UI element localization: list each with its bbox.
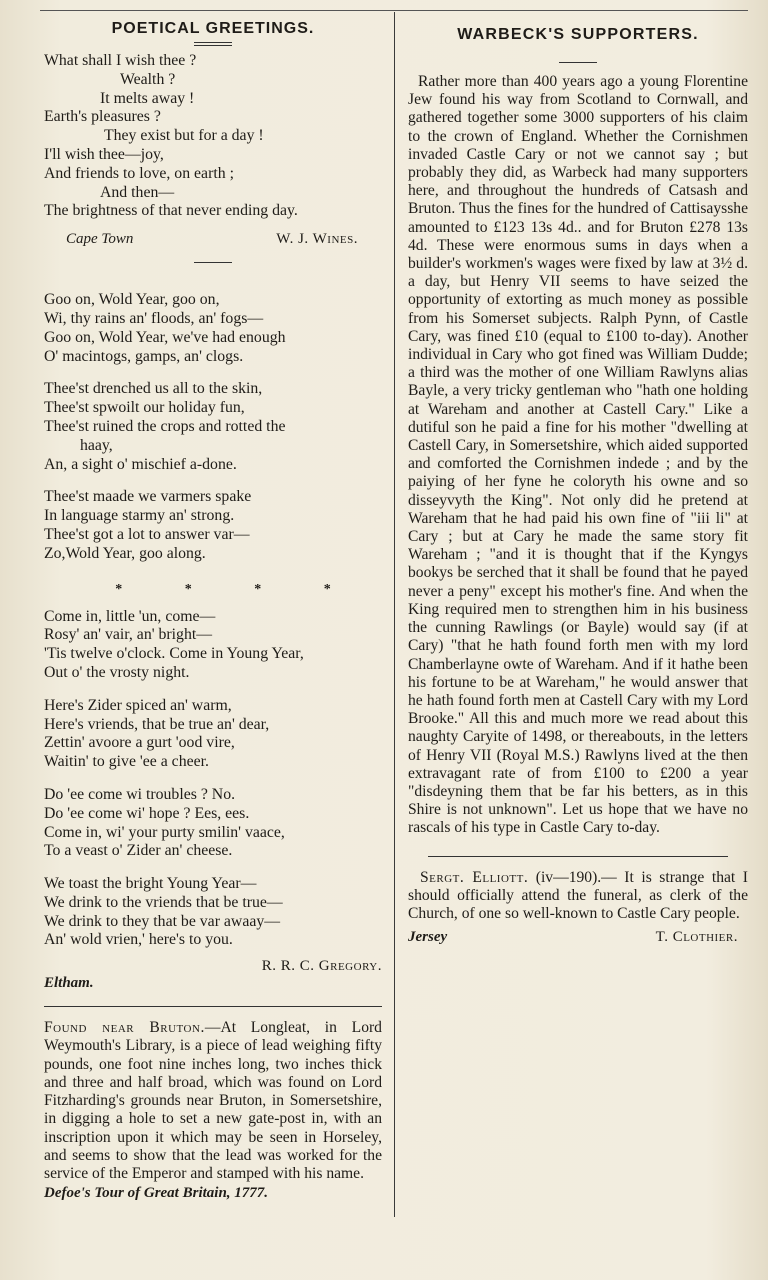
sergt-elliott-note: [408, 869, 748, 924]
verse-line: Wi, thy rains an' floods, an' fogs—: [44, 309, 264, 327]
stanza: [44, 875, 382, 950]
section-rule: [44, 1006, 382, 1007]
column-divider: [394, 12, 395, 1217]
title-rule: [559, 62, 597, 63]
verse-line: What shall I wish thee ?: [44, 52, 197, 69]
stanza: [44, 488, 382, 563]
verse-line: And friends to love, on earth ;: [44, 164, 234, 182]
signature-author: W. J. Wines.: [276, 231, 358, 248]
stanza: [44, 608, 382, 683]
verse-line: And then—: [100, 183, 175, 201]
asterisk: *: [323, 581, 331, 597]
verse-line: Thee'st ruined the crops and rotted the: [44, 417, 286, 435]
title-rule: [194, 42, 232, 46]
section-rule: [194, 262, 232, 263]
verse-line: An, a sight o' mischief a-done.: [44, 455, 237, 473]
poem-title-poetical-greetings: POETICAL GREETINGS.: [111, 20, 315, 37]
signature-place: Jersey: [408, 929, 448, 946]
verse-line: Earth's pleasures ?: [44, 108, 161, 126]
verse-line: Come in, wi' your purty smilin' vaace,: [44, 823, 285, 841]
signature-author: R. R. C. Gregory.: [261, 958, 382, 975]
verse-line: Goo on, Wold Year, goo on,: [44, 291, 220, 309]
verse-line: Do 'ee come wi' hope ? Ees, ees.: [44, 804, 250, 822]
asterism-divider: [44, 578, 382, 608]
verse-line: We drink to the vriends that be true—: [44, 893, 283, 911]
verse-line: Here's vriends, that be true an' dear,: [44, 715, 270, 733]
signature-row: [408, 929, 748, 946]
article-title-warbecks-supporters: WARBECK'S SUPPORTERS.: [457, 26, 699, 43]
asterisk: *: [254, 581, 262, 597]
stanza: [44, 380, 382, 474]
signature-place: Eltham.: [44, 975, 94, 992]
verse-line: O' macintogs, gamps, an' clogs.: [44, 347, 244, 365]
verse-line: It melts away !: [100, 89, 195, 107]
verse-line: I'll wish thee—joy,: [44, 145, 164, 163]
stanza: [44, 697, 382, 772]
poem-poetical-greetings: [44, 52, 382, 221]
article-text: —At Longleat, in Lord Weymouth's Library, is a piece of lead weighing fifty pounds, one foot nine inches long, two inches thick and three and half broad, which was found on Lord Fitzharding's grounds near Bruton, in Somersetshire, in digging a hole to set a new gate-post in, with an inscription upon it which may be seen in Horseley, and seems to show that the lead was worked for the service of the Emperor and stamped with his name.: [44, 1019, 382, 1182]
note-lead: Sergt. Elliott.: [420, 868, 529, 886]
verse-line: We toast the bright Young Year—: [44, 875, 257, 893]
asterisk: *: [115, 581, 123, 597]
verse-line: They exist but for a day !: [104, 127, 264, 145]
verse-line: Here's Zider spiced an' warm,: [44, 696, 232, 714]
stanza: [44, 291, 382, 366]
right-column: [408, 14, 748, 946]
verse-line: haay,: [80, 436, 113, 454]
article-source: Defoe's Tour of Great Britain, 1777.: [44, 1185, 269, 1202]
verse-line: An' wold vrien,' here's to you.: [44, 931, 233, 949]
verse-line: To a veast o' Zider an' cheese.: [44, 842, 233, 860]
verse-line: Goo on, Wold Year, we've had enough: [44, 328, 286, 346]
verse-line: Come in, little 'un, come—: [44, 607, 216, 625]
verse-line: Zettin' avoore a gurt 'ood vire,: [44, 734, 235, 752]
verse-line: Thee'st drenched us all to the skin,: [44, 380, 263, 398]
found-near-bruton-article: [44, 1019, 382, 1183]
verse-line: We drink to they that be var awaay—: [44, 912, 281, 930]
verse-line: Rosy' an' vair, an' bright—: [44, 626, 213, 644]
signature-row: [44, 231, 382, 248]
left-column: [44, 14, 382, 1202]
verse-line: Waitin' to give 'ee a cheer.: [44, 753, 209, 771]
note-text: (iv—190).— It is strange that I should officially attend the funeral, as clerk of the Church, of one so well-known to Castle Cary people.: [408, 868, 748, 922]
signature-author-row: [44, 958, 382, 975]
article-lead: Found near Bruton.: [44, 1019, 205, 1037]
verse-line: Zo,Wold Year, goo along.: [44, 544, 206, 562]
verse-line: Thee'st spwoilt our holiday fun,: [44, 399, 245, 417]
stanza: [44, 786, 382, 861]
top-rule: [40, 10, 748, 11]
warbeck-article-body: Rather more than 400 years ago a young Florentine Jew found his way from Scotland to Cornwall, and gathered together some 3000 supporters of his claim to the crown of England. Whether the Cornishmen invaded Castle Cary or not we cannot say ; but probably they did, as Warbeck had many supporters here, and throughout the hundreds of Catsash and Bruton. Thus the fines for the hundred of Cattisaysshe amounted to £123 13s 4d.. and for Bruton £278 13s 4d. These were enormous sums in days when a builder's workmen's wages were fixed by law at 3½ d. a day, but Henry VII seems to have seized the opportunity of extorting as much money as possible from his Somerset subjects. Ralph Pynn, of Castle Cary, was fined £10 (equal to £100 to-day). Another individual in Cary who got fined was William Dudde; a third was the mother of one William Rawlyns alias Bayle, a very tricky gentleman who "hath one holding at Wareham and another at Castell Cary." Like a dutiful son he paid a fine for his mother "dwelling at Castell Cary, in Somersetshire, which aided supported and comforted the Cornishmen indede ; and by the paiying of her fyne he coloryth his owne and so disseyvyth the King". Not only did he pretend at Wareham that he had paid his own fine of "iii li" at Cary ; but at Cary he made the same story fit Wareham ; "and it is thought that if the Kyngys bookys be serched that it shall be found that he payed never a peny" except his mother's fine. And when the King required men to strengthen him in his business the cunning Rawlings (or Bayle) would say (if at Cary) "that he hath found forth men with my lord Chamberlayne owte of Wareham. And if it hathe been his fortune to be at Wareham," he would answer that he hath found forth men at Castell Cary with my Lord Brooke." All this and much more we read about this naughty Caryite of 1498, or thereabouts, in the letters of Henry VII (Royal M.S.) Rawlyns lived at the then extravagant rate of from £100 to £200 a year "disdeyning them that be far his betters, as in this Shire is not unknown". Let us hope that we have no rascals of his type in Castle Cary to-day.: [408, 73, 748, 837]
verse-line: 'Tis twelve o'clock. Come in Young Year,: [44, 645, 304, 663]
verse-line: Do 'ee come wi troubles ? No.: [44, 785, 236, 803]
verse-line: The brightness of that never ending day.: [44, 202, 298, 220]
verse-line: Out o' the vrosty night.: [44, 663, 190, 681]
verse-line: Thee'st got a lot to answer var—: [44, 525, 250, 543]
verse-line: In language starmy an' strong.: [44, 507, 235, 525]
section-rule: [428, 856, 728, 857]
signature-place: Cape Town: [66, 231, 134, 248]
asterisk: *: [184, 581, 192, 597]
verse-line: Thee'st maade we varmers spake: [44, 488, 252, 506]
verse-line: Wealth ?: [120, 70, 176, 88]
signature-author: T. Clothier.: [655, 929, 738, 946]
